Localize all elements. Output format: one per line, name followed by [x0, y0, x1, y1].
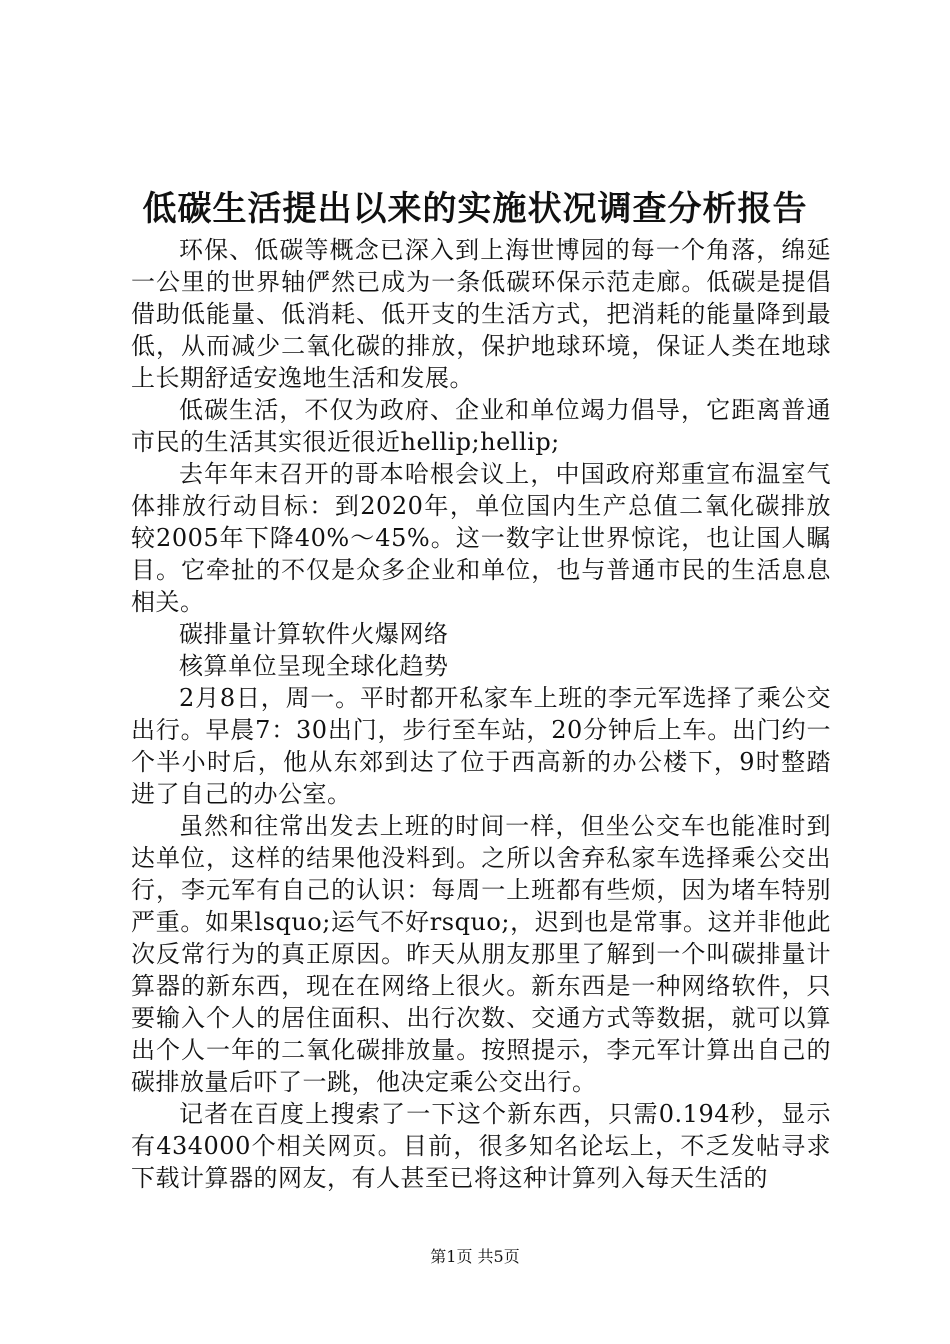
page-number: 第1页 — [430, 1247, 473, 1266]
subheading-2: 核算单位呈现全球化趋势 — [179, 652, 449, 680]
page-footer — [0, 1247, 950, 1267]
paragraph-6: 记者在百度上搜索了一下这个新东西，只需0.194秒，显示有434000个相关网页。目前，很多知名论坛上，不乏发帖寻求下载计算器的网友，有人甚至已将这种计算列入每天生活的 — [131, 1100, 831, 1192]
paragraph-1: 环保、低碳等概念已深入到上海世博园的每一个角落，绵延一公里的世界轴俨然已成为一条低碳环保示范走廊。低碳是提倡借助低能量、低消耗、低开支的生活方式，把消耗的能量降到最低，从而减少二氧化碳的排放，保护地球环境，保证人类在地球上长期舒适安逸地生活和发展。 — [131, 236, 831, 392]
paragraph-5: 虽然和往常出发去上班的时间一样，但坐公交车也能准时到达单位，这样的结果他没料到。之所以舍弃私家车选择乘公交出行，李元军有自己的认识：每周一上班都有些烦，因为堵车特别严重。如果lsquo;运气不好rsquo;，迟到也是常事。这并非他此次反常行为的真正原因。昨天从朋友那里了解到一个叫碳排量计算器的新东西，现在在网络上很火。新东西是一种网络软件，只要输入个人的居住面积、出行次数、交通方式等数据，就可以算出个人一年的二氧化碳排放量。按照提示，李元军计算出自己的碳排放量后吓了一跳，他决定乘公交出行。 — [131, 812, 831, 1096]
subheading-1: 碳排量计算软件火爆网络 — [179, 620, 449, 648]
document-title: 低碳生活提出以来的实施状况调查分析报告 — [142, 189, 808, 229]
page-total: 共5页 — [477, 1247, 520, 1266]
document-body — [131, 234, 831, 1194]
paragraph-3: 去年年末召开的哥本哈根会议上，中国政府郑重宣布温室气体排放行动目标：到2020年，单位国内生产总值二氧化碳排放较2005年下降40%～45%。这一数字让世界惊诧，也让国人瞩目。它牵扯的不仅是众多企业和单位，也与普通市民的生活息息相关。 — [131, 460, 831, 616]
paragraph-2: 低碳生活，不仅为政府、企业和单位竭力倡导，它距离普通市民的生活其实很近很近hellip;hellip; — [131, 396, 831, 456]
paragraph-4: 2月8日，周一。平时都开私家车上班的李元军选择了乘公交出行。早晨7：30出门，步行至车站，20分钟后上车。出门约一个半小时后，他从东郊到达了位于西高新的办公楼下，9时整踏进了自己的办公室。 — [131, 684, 831, 808]
